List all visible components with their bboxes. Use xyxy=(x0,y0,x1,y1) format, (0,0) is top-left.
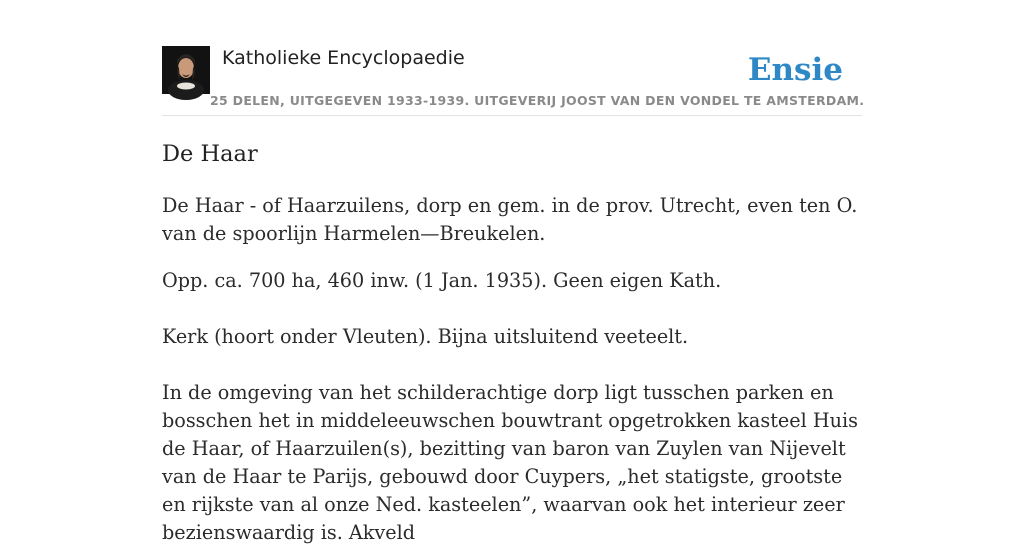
ensie-logo[interactable]: Ensie xyxy=(747,52,843,88)
article-paragraph: In de omgeving van het schilderachtige dorp ligt tusschen parken en bosschen het in middeleeuwschen bouwtrant opgetrokken kasteel Huis de Haar, of Haarzuilen(s), bezitting van baron van Zuylen van Nijevelt van de Haar te Parijs, gebouwd door Cuypers, „het statigste, grootste en rijkste van al onze Ned. kasteelen”, waarvan ook het interieur zeer bezienswaardig is. Akveld xyxy=(162,381,858,544)
publication-name[interactable]: Katholieke Encyclopaedie xyxy=(222,47,465,69)
article-paragraph: Kerk (hoort onder Vleuten). Bijna uitsluitend veeteelt. xyxy=(162,325,689,348)
article-paragraph: Opp. ca. 700 ha, 460 inw. (1 Jan. 1935). Geen eigen Kath. xyxy=(162,269,722,292)
article-content xyxy=(162,138,862,547)
publication-header xyxy=(162,46,865,116)
article-paragraph: De Haar - of Haarzuilens, dorp en gem. in de prov. Utrecht, even ten O. van de spoorlijn Harmelen—Breukelen. xyxy=(162,194,858,245)
portrait-avatar-icon[interactable] xyxy=(162,46,210,94)
publication-subtitle: 25 DELEN, UITGEGEVEN 1933-1939. UITGEVERIJ JOOST VAN DEN VONDEL TE AMSTERDAM. xyxy=(210,93,865,108)
article-title: De Haar xyxy=(162,141,258,167)
